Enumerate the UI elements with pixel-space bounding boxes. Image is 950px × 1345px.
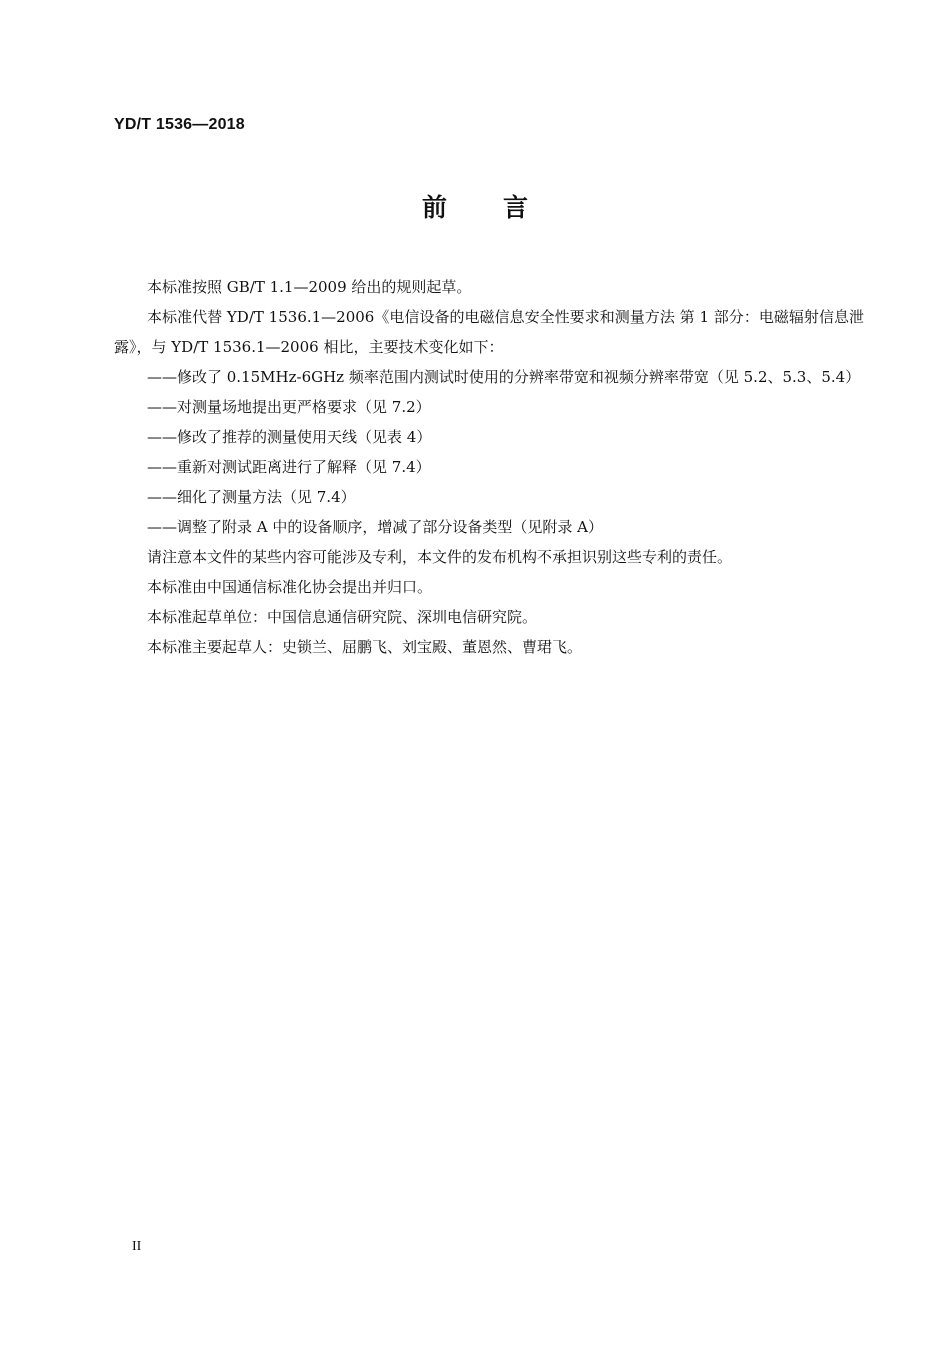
foreword-body — [114, 272, 864, 662]
page-title-char-2: 言 — [503, 193, 529, 222]
page-title-char-1: 前 — [421, 193, 447, 222]
paragraph-patent-notice: 请注意本文件的某些内容可能涉及专利，本文件的发布机构不承担识别这些专利的责任。 — [147, 548, 733, 566]
paragraph-drafting-rules: 本标准按照 GB/T 1.1—2009 给出的规则起草。 — [147, 278, 472, 296]
standard-code: YD/T 1536—2018 — [114, 116, 245, 133]
change-item: ——细化了测量方法（见 7.4） — [147, 488, 356, 506]
paragraph-drafting-units: 本标准起草单位：中国信息通信研究院、深圳电信研究院。 — [147, 608, 538, 626]
change-item: ——对测量场地提出更严格要求（见 7.2） — [147, 398, 431, 416]
change-item: ——重新对测试距离进行了解释（见 7.4） — [147, 458, 431, 476]
paragraph-replacement: 本标准代替 YD/T 1536.1—2006《电信设备的电磁信息安全性要求和测量方法 第 1 部分：电磁辐射信息泄露》，与 YD/T 1536.1—2006 相比，主要技术变化如下： — [114, 308, 864, 356]
change-item: ——修改了 0.15MHz-6GHz 频率范围内测试时使用的分辨率带宽和视频分辨率带宽（见 5.2、5.3、5.4） — [147, 368, 861, 386]
change-item: ——修改了推荐的测量使用天线（见表 4） — [147, 428, 432, 446]
page-number: II — [132, 1239, 142, 1254]
paragraph-proposer: 本标准由中国通信标准化协会提出并归口。 — [147, 578, 433, 596]
paragraph-drafters: 本标准主要起草人：史锁兰、屈鹏飞、刘宝殿、董恩然、曹珺飞。 — [147, 638, 583, 656]
page-title — [0, 191, 950, 225]
change-item: ——调整了附录 A 中的设备顺序，增减了部分设备类型（见附录 A） — [147, 518, 603, 536]
